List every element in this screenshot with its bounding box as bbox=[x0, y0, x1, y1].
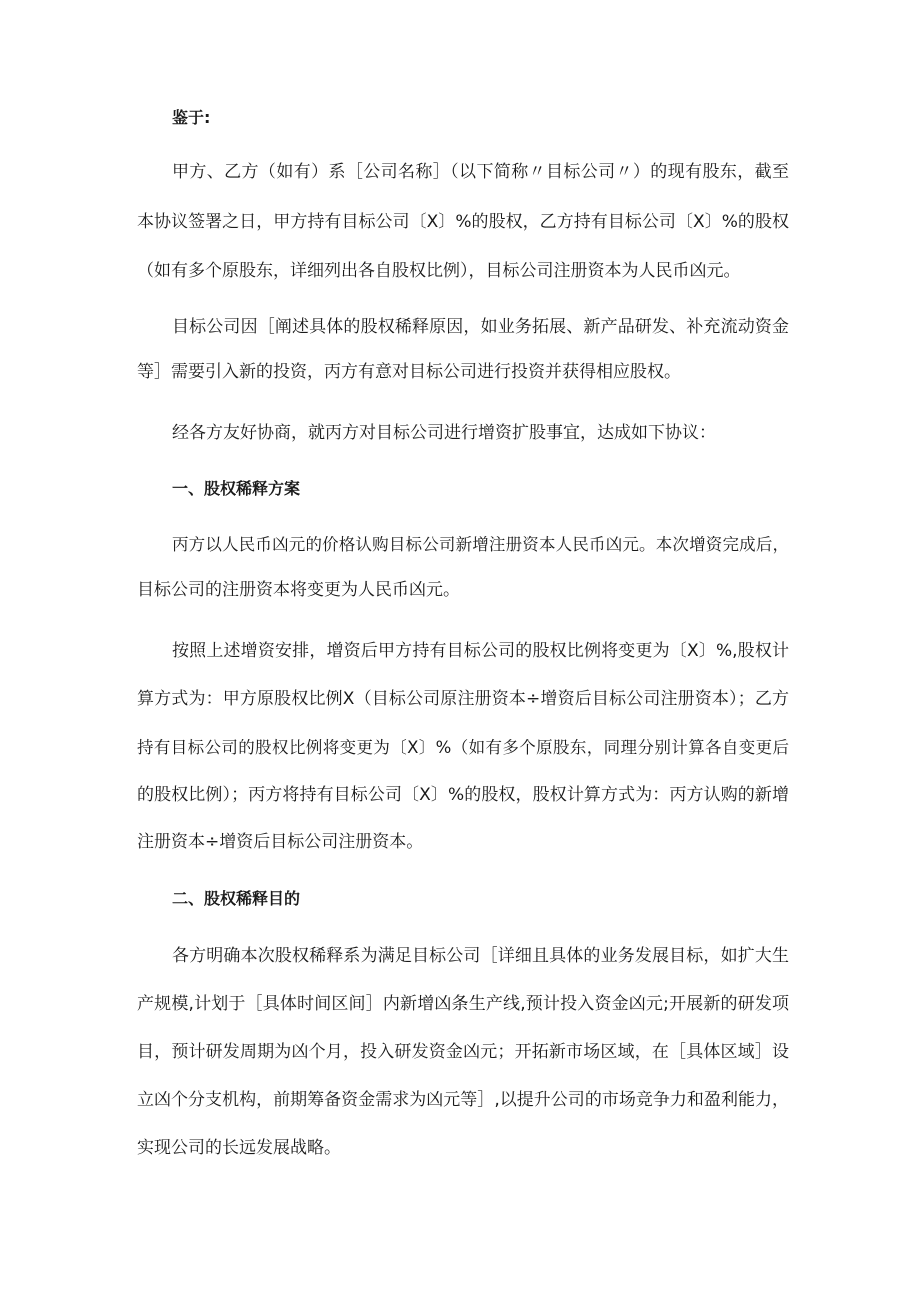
section-2-heading: 二、股权稀释目的 bbox=[172, 889, 301, 908]
section-2-paragraph-1-line-3: 目，预计研发周期为凶个月，投入研发资金凶元；开拓新市场区域，在［具体区域］设 bbox=[137, 1042, 789, 1062]
section-1-paragraph-2-line-1: 按照上述增资安排，增资后甲方持有目标公司的股权比例将变更为〔X〕%,股权计 bbox=[172, 641, 789, 661]
section-1-paragraph-2-line-4: 的股权比例）；丙方将持有目标公司〔X〕%的股权，股权计算方式为：丙方认购的新增 bbox=[137, 785, 789, 805]
recital-paragraph-1-line-1: 甲方、乙方（如有）系［公司名称］（以下简称〃目标公司〃）的现有股东，截至 bbox=[172, 162, 789, 182]
section-1-paragraph-1-line-1: 丙方以人民币凶元的价格认购目标公司新增注册资本人民币凶元。本次增资完成后， bbox=[172, 535, 789, 554]
recital-paragraph-1-line-2: 本协议签署之日，甲方持有目标公司〔X〕%的股权，乙方持有目标公司〔X〕%的股权 bbox=[137, 212, 789, 232]
recitals-heading: 鉴于: bbox=[172, 108, 211, 127]
section-2-paragraph-1-line-1: 各方明确本次股权稀释系为满足目标公司［详细且具体的业务发展目标，如扩大生 bbox=[172, 946, 789, 966]
section-2-paragraph-1-line-2: 产规模,计划于［具体时间区间］内新增凶条生产线,预计投入资金凶元;开展新的研发项 bbox=[137, 994, 789, 1014]
recital-paragraph-3: 经各方友好协商，就丙方对目标公司进行增资扩股事宜，达成如下协议： bbox=[172, 423, 716, 443]
recital-paragraph-1-line-3: （如有多个原股东，详细列出各自股权比例），目标公司注册资本为人民币凶元。 bbox=[137, 261, 741, 281]
section-1-heading: 一、股权稀释方案 bbox=[172, 479, 301, 498]
section-1-paragraph-1-line-2: 目标公司的注册资本将变更为人民币凶元。 bbox=[137, 580, 460, 600]
section-2-paragraph-1-line-5: 实现公司的长远发展战略。 bbox=[137, 1138, 341, 1158]
recital-paragraph-2-line-2: 等］需要引入新的投资，丙方有意对目标公司进行投资并获得相应股权。 bbox=[137, 362, 681, 382]
section-2-paragraph-1-line-4: 立凶个分支机构，前期筹备资金需求为凶元等］,以提升公司的市场竞争力和盈利能力， bbox=[137, 1090, 789, 1110]
section-1-paragraph-2-line-3: 持有目标公司的股权比例将变更为〔X〕%（如有多个原股东，同理分别计算各自变更后 bbox=[137, 738, 789, 757]
section-1-paragraph-2-line-5: 注册资本÷增资后目标公司注册资本。 bbox=[137, 832, 424, 852]
recital-paragraph-2-line-1: 目标公司因［阐述具体的股权稀释原因，如业务拓展、新产品研发、补充流动资金 bbox=[172, 317, 789, 337]
section-1-paragraph-2-line-2: 算方式为：甲方原股权比例X（目标公司原注册资本÷增资后目标公司注册资本）；乙方 bbox=[137, 689, 789, 709]
